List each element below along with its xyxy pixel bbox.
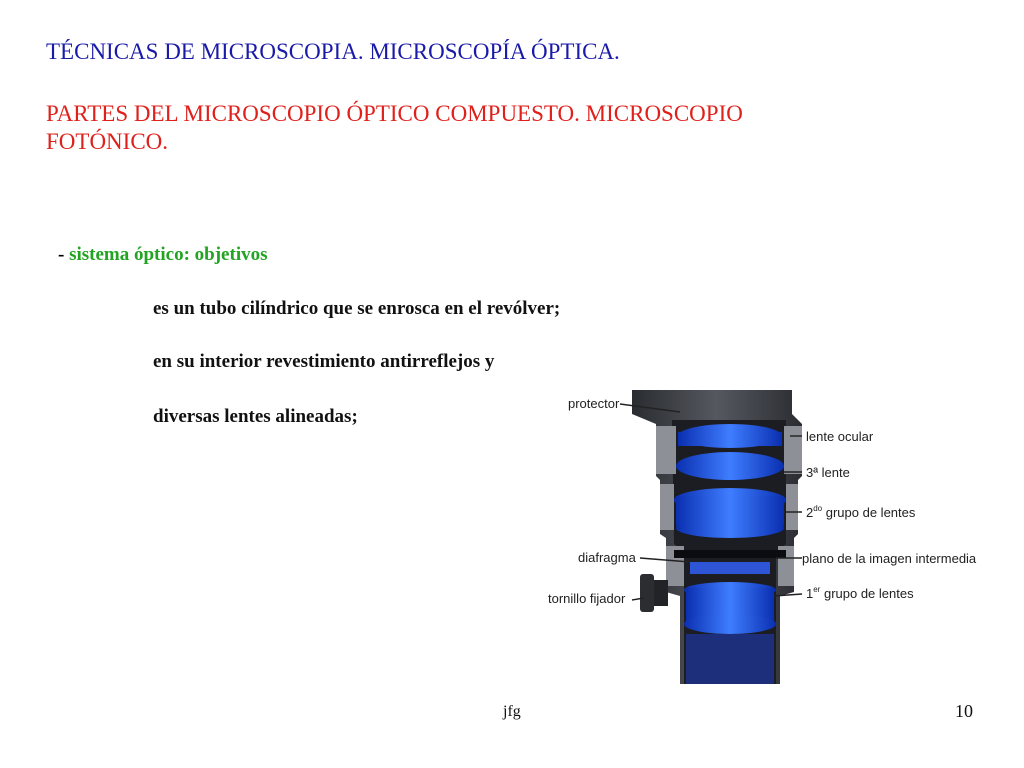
- body-line-2: en su interior revestimiento antirreflejos y: [153, 351, 495, 372]
- label-protector: protector: [568, 396, 620, 411]
- footer-author: jfg: [503, 703, 521, 720]
- page-number: 10: [955, 701, 973, 721]
- body-line-1: es un tubo cilíndrico que se enrosca en el revólver;: [153, 298, 561, 319]
- label-diafragma: diafragma: [578, 550, 636, 565]
- label-primer-grupo: 1er grupo de lentes: [806, 585, 914, 601]
- label-plano-imagen: plano de la imagen intermedia: [802, 551, 977, 566]
- objective-diagram: [540, 384, 985, 694]
- label-segundo-grupo: $2^{do}$ grupo de lentes: [806, 504, 916, 520]
- slide-title: TÉCNICAS DE MICROSCOPIA. MICROSCOPÍA ÓPTICA.: [46, 39, 620, 64]
- label-lente-ocular: lente ocular: [806, 429, 874, 444]
- lens-elements: [674, 424, 786, 684]
- label-tercera-lente: 3ª lente: [806, 465, 850, 480]
- body-line-3: diversas lentes alineadas;: [153, 406, 358, 427]
- bullet-heading: [58, 243, 268, 267]
- bullet-label: sistema óptico: objetivos: [69, 244, 268, 265]
- label-tornillo-fijador: tornillo fijador: [548, 591, 626, 606]
- fixing-screw: [640, 574, 668, 612]
- slide-subtitle: PARTES DEL MICROSCOPIO ÓPTICO COMPUESTO. MICROSCOPIO FOTÓNICO.: [46, 101, 743, 154]
- bullet-dash: -: [58, 244, 65, 265]
